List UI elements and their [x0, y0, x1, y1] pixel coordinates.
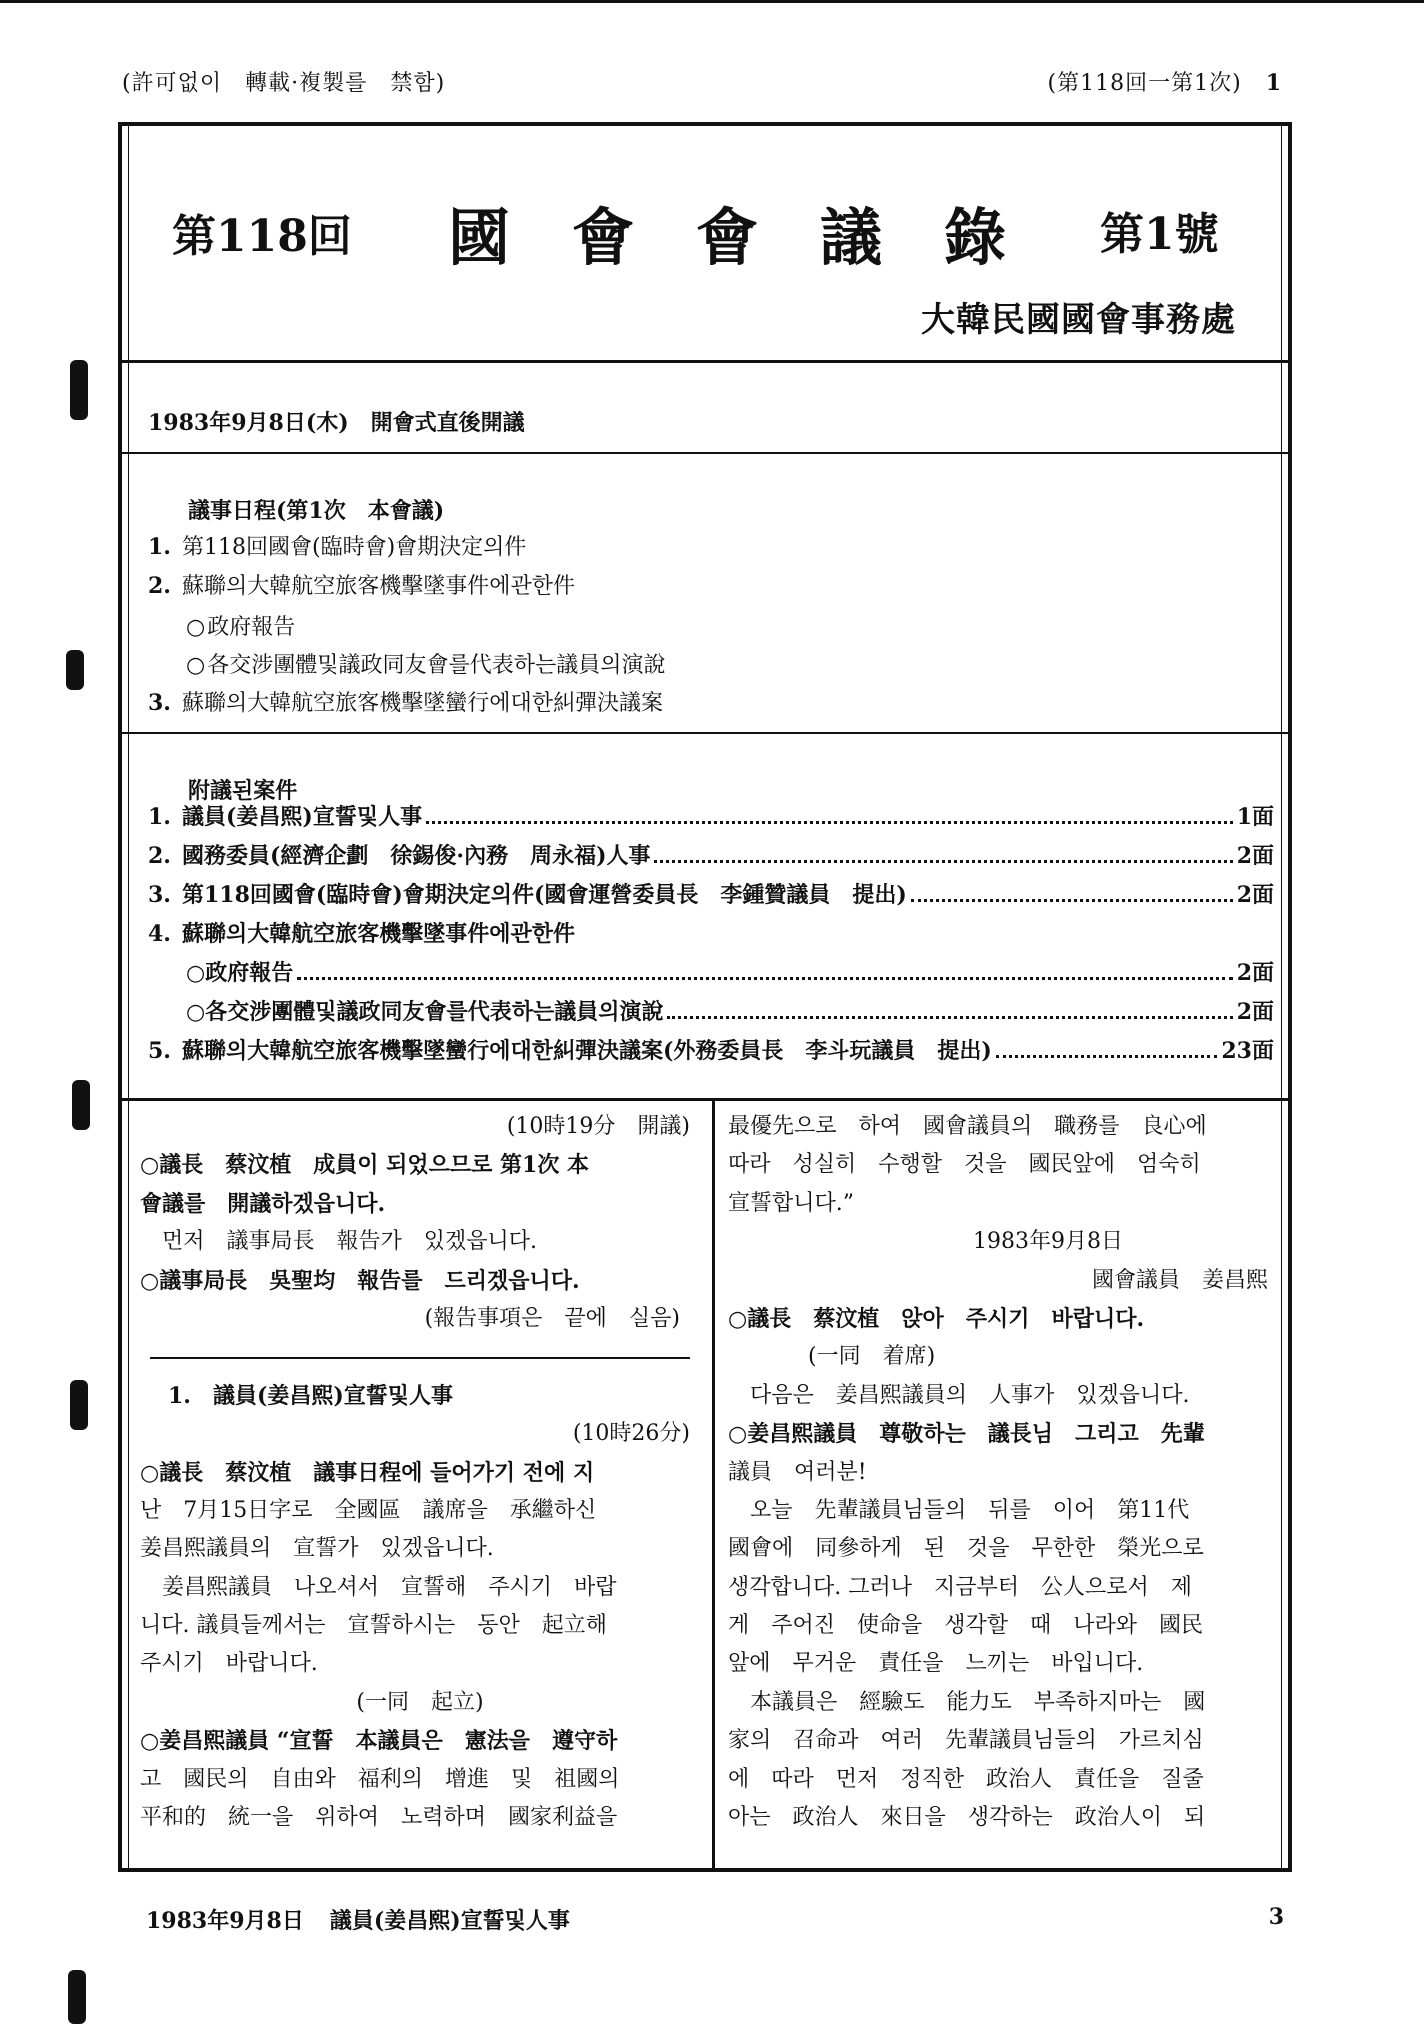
text-line: (報告事項은 끝에 실음) — [424, 1305, 680, 1331]
agenda-item: 3. 蘇聯의大韓航空旅客機擊墜蠻行에대한糾彈決議案 — [148, 690, 664, 716]
text-line: 고 國民의 自由와 福利의 增進 및 祖國의 — [140, 1766, 620, 1792]
agenda-subitem: ○政府報告 — [186, 615, 296, 640]
frame-inner-rule-left — [128, 126, 129, 1868]
text-line: 다음은 姜昌熙議員의 人事가 있겠읍니다. — [728, 1382, 1190, 1408]
top-edge-line — [0, 0, 1424, 3]
session-reference: (第118回一第1次) — [1047, 71, 1242, 96]
text-line: ○議長 蔡汶植 成員이 되었으므로 第1次 本 — [140, 1152, 589, 1179]
text-line: 本議員은 經驗도 能力도 부족하지마는 國 — [728, 1689, 1206, 1715]
opening-time: (10時19分 開議) — [506, 1114, 690, 1139]
toc-row: 2. 國務委員(經濟企劃 徐錫俊·內務 周永福)人事 2面 — [148, 843, 1274, 869]
toc-row: ○各交涉團體및議政同友會를代表하는議員의演說 2面 — [186, 999, 1274, 1025]
text-line: 議員 여러분! — [728, 1459, 867, 1485]
toc-row: 3. 第118回國會(臨時會)會期決定의件(國會運營委員長 李鍾贊議員 提出) 2面 — [148, 882, 1274, 908]
text-line: 먼저 議事局長 報告가 있겠읍니다. — [140, 1229, 538, 1255]
header-page-number: 1 — [1265, 70, 1282, 96]
text-line: 따라 성실히 수행할 것을 國民앞에 엄숙히 — [728, 1152, 1201, 1178]
toc-row: 4. 蘇聯의大韓航空旅客機擊墜事件에관한件 — [148, 921, 576, 947]
footer-page-number: 3 — [1268, 1904, 1284, 1930]
divider-agenda — [118, 732, 1292, 734]
agenda-item: 1. 第118回國會(臨時會)會期決定의件 — [148, 534, 527, 560]
publisher: 大韓民國國會事務處 — [921, 300, 1236, 340]
footer-topic: 議員(姜昌熙)宣誓및人事 — [329, 1908, 570, 1934]
text-line: 게 주어진 使命을 생각할 때 나라와 國民 — [728, 1613, 1204, 1639]
text-line: 國會에 同參하게 된 것을 무한한 榮光으로 — [728, 1536, 1204, 1562]
agenda-item: 2. 蘇聯의大韓航空旅客機擊墜事件에관한件 — [148, 573, 576, 599]
toc-row: 1. 議員(姜昌熙)宣誓및人事 1面 — [148, 804, 1274, 830]
meeting-dateline — [148, 406, 525, 437]
attached-title: 附議된案件 — [188, 778, 298, 804]
copyright-notice: (許可없이 轉載·複製를 禁함) — [122, 71, 446, 96]
punch-hole-mark — [68, 1970, 86, 2024]
text-line: ○姜昌熙議員 尊敬하는 議長님 그리고 先輩 — [728, 1421, 1205, 1448]
text-line: ○姜昌熙議員 “宣誓 本議員은 憲法을 遵守하 — [140, 1728, 618, 1755]
text-line: 1983年9月8日 — [973, 1229, 1123, 1255]
text-line: ○議事局長 吳聖均 報告를 드리겠읍니다. — [140, 1267, 580, 1294]
right-column — [728, 1108, 1288, 1837]
running-header — [1048, 66, 1282, 97]
text-line: 앞에 무거운 責任을 느끼는 바입니다. — [728, 1651, 1144, 1677]
text-line: 最優先으로 하여 國會議員의 職務를 良心에 — [728, 1114, 1207, 1139]
text-line: 주시기 바랍니다. — [140, 1651, 318, 1677]
toc-row: ○政府報告 2面 — [186, 960, 1274, 986]
left-column — [140, 1108, 700, 1837]
divider-body — [118, 1098, 1292, 1101]
text-line: 에 따라 먼저 정직한 政治人 責任을 질줄 — [728, 1766, 1204, 1792]
punch-hole-mark — [66, 650, 84, 690]
footer-info — [146, 1904, 570, 1935]
text-line: 會議를 開議하겠읍니다. — [140, 1190, 386, 1217]
text-line: 國會議員 姜昌熙 — [1091, 1267, 1268, 1293]
punch-hole-mark — [70, 360, 88, 420]
agenda-title: 議事日程(第1次 本會議) — [188, 498, 445, 524]
text-line: (一同 起立) — [356, 1689, 484, 1715]
section-rule — [150, 1357, 690, 1359]
footer-date: 1983年9月8日 — [146, 1908, 304, 1934]
section-subheading: 1. 議員(姜昌熙)宣誓및人事 — [168, 1382, 454, 1409]
text-line: 宣誓합니다.” — [728, 1190, 854, 1216]
column-divider — [712, 1100, 715, 1870]
record-title: 國會會議錄 — [448, 201, 1069, 274]
divider-title — [118, 360, 1292, 363]
text-line: 家의 召命과 여러 先輩議員님들의 가르치심 — [728, 1728, 1204, 1754]
text-line: ○議長 蔡汶植 議事日程에 들어가기 전에 지 — [140, 1459, 595, 1486]
divider-date — [118, 452, 1292, 454]
session-title: 第118回 — [172, 211, 352, 262]
issue-number: 第1號 — [1100, 209, 1219, 260]
text-line: ○議長 蔡汶植 앉아 주시기 바랍니다. — [728, 1305, 1145, 1332]
text-line: 생각합니다. 그러나 지금부터 公人으로서 제 — [728, 1574, 1193, 1600]
text-line: 오늘 先輩議員님들의 뒤를 이어 第11代 — [728, 1497, 1190, 1523]
meeting-time: 開會式直後開議 — [370, 410, 525, 436]
text-line: 姜昌熙議員 나오셔서 宣誓해 주시기 바랍 — [140, 1574, 617, 1600]
text-line: 平和的 統一을 위하여 노력하며 國家利益을 — [140, 1805, 618, 1831]
text-line: 니다. 議員들께서는 宣誓하시는 동안 起立해 — [140, 1613, 608, 1639]
text-line: 姜昌熙議員의 宣誓가 있겠읍니다. — [140, 1536, 494, 1562]
toc-row: 5. 蘇聯의大韓航空旅客機擊墜蠻行에대한糾彈決議案(外務委員長 李斗玩議員 提出) 23面 — [148, 1038, 1274, 1064]
meeting-date: 1983年9月8日(木) — [148, 410, 349, 436]
text-line: 아는 政治人 來日을 생각하는 政治人이 되 — [728, 1805, 1206, 1831]
section-time: (10時26分) — [572, 1421, 690, 1447]
text-line: (一同 着席) — [808, 1344, 936, 1370]
agenda-subitem: ○各交涉團體및議政同友會를代表하는議員의演說 — [186, 653, 666, 678]
text-line: 난 7月15日字로 全國區 議席을 承繼하신 — [140, 1497, 597, 1523]
punch-hole-mark — [70, 1380, 88, 1430]
punch-hole-mark — [72, 1080, 90, 1130]
